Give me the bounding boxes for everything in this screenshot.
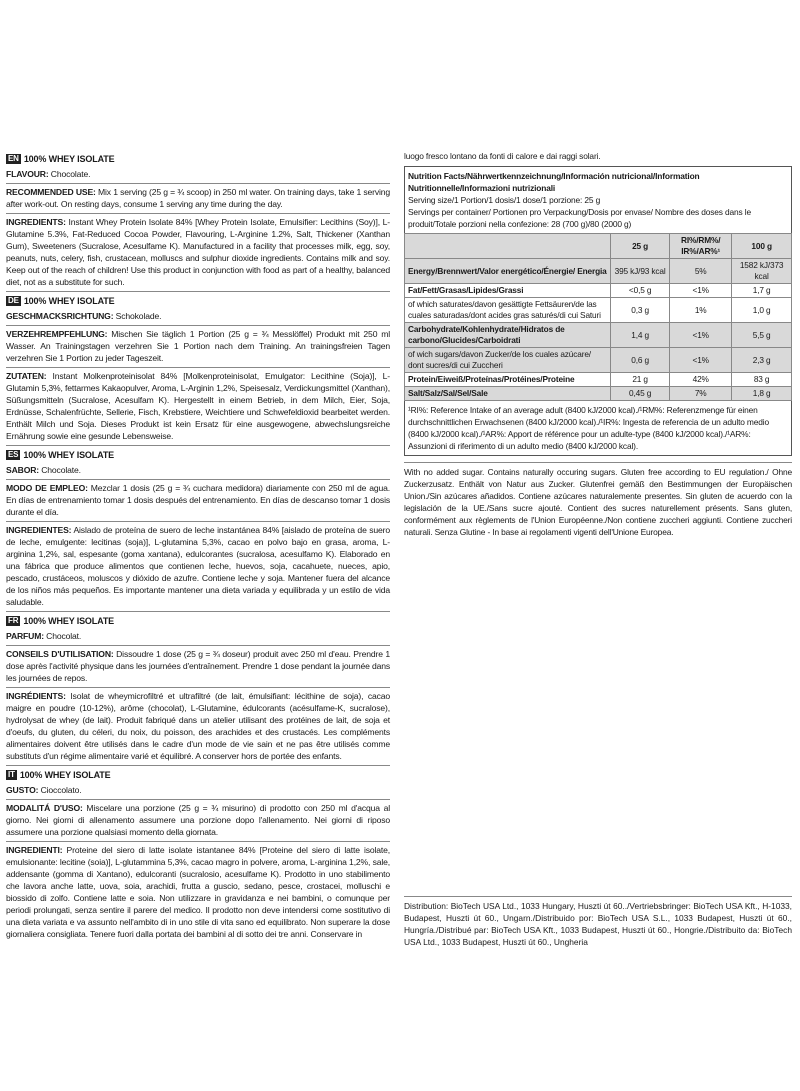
- nutrition-cell-label: Fat/Fett/Grasas/Lipides/Grassi: [405, 284, 611, 298]
- language-badge: FR: [8, 616, 19, 625]
- section-paragraph: [6, 646, 390, 688]
- nutrition-title: Nutrition Facts/Nährwertkennzeichnung/Información nutricional/Information Nutritionnelle/Informazioni nutrizionali: [408, 171, 700, 193]
- nutrition-cell-label: Protein/Eiweiß/Proteínas/Protéines/Proteine: [405, 373, 611, 387]
- paragraph-label: FLAVOUR:: [6, 169, 49, 179]
- nutrition-cell-v2: 7%: [670, 387, 732, 401]
- paragraph-text: Proteine del siero di latte isolate istantanee 84% [Proteine del siero di latte isolate, emulsionante: lecitine (soia)], L-glutammina 5,3%, cacao magro in polvere, aroma, L-arginina 1,2%, sale, addensante (gomma di Xantano), edulcoranti (sucralosio, acesulfame K). Prodotto in uno stabilimento che lavora anche latte, uova, soia, arachidi, frutta a guscio, sedano, pesce, crostacei, molluschi e biossido di zolfo. Contiene latte e soia. Non utilizzare in gravidanza e nei bambini, o comunque per periodi prolungati, senza sentire il parere del medico. Il prodotto non deve intendersi come sostitutivo di una dieta variata e va assunto nell'ambito di in uno stile di vita sano ed equilibrato. Non superare la dose giornaliera consigliata. Tenere fuori dalla portata dei bambini al di sotto dei tre anni. Conservare in: [6, 845, 390, 939]
- distribution-info: Distribution: BioTech USA Ltd., 1033 Hungary, Huszti út 60../Vertriebsbringer: BioTech USA Kft., H-1033, Budapest, Huszti út 60., Ungarn./Distribuido por: BioTech USA S.L., 1033 Budapest, Huszti út 60., Hungría./Distribué par: BioTech USA Kft., 1033 Budapest, Huszti út 60., Hongrie./Distribuito da: BioTech USA Ltd., 1033 Budapest, Huszti út 60., Ungheria: [404, 896, 792, 948]
- language-badge: ES: [8, 450, 19, 459]
- header-cell-ri: RI%/RM%/ IR%/AR%¹: [670, 234, 732, 259]
- language-badge: DE: [8, 296, 19, 305]
- section-paragraph: [6, 628, 390, 646]
- section-paragraph: [6, 782, 390, 800]
- nutrition-cell-label: of wich sugars/davon Zucker/de los cuales azúcare/ dont sucres/di cui Zuccheri: [405, 348, 611, 373]
- section-paragraph: [6, 308, 390, 326]
- nutrition-cell-v1: 1,4 g: [611, 323, 670, 348]
- paragraph-text: Isolat de wheymicrofiltré et ultrafiltré (de lait, émulsifiant: lécithine de soja), cacao maigre en poudre (10-12%), arôme (chocolat), L-Glutamine, édulcorants (acésulfame-K, sucralose), hydrolysat de whey (de lait). Produit fabriqué dans un atelier utilisant des protéines de lait, de soja et d'oeufs, du gluten, du céleri, du noix, du poisson, des arachides et des crustacés. Les compléments alimentaires doivent être utilisés dans le cadre d'un mode de vie sain et ne pas être utilisés comme substituts d'un régime alimentaire varié et équilibré. A conserver hors de portée des enfants.: [6, 691, 390, 761]
- section-paragraph: [6, 688, 390, 766]
- paragraph-text: Dissoudre 1 dose (25 g = ¾ doseur) produit avec 250 ml d'eau. Prendre 1 dose après l'activité physique dans les journées d'entraînement. Prendre 1 dose pendant la journée dans les journées de repos.: [6, 649, 390, 683]
- sugar-gluten-note: With no added sugar. Contains naturally occuring sugars. Gluten free according to EU regulation./ Ohne Zuckerzusatz. Enthält von Natur aus Zucker. Glutenfrei gemäß den Bestimmungen der Europäischen Union./Sin azúcares añadidos. Contiene azúcares naturalemente presentes. Sin gluten de acuerdo con la legislación de la UE./Sans sucre ajouté. Contient des sucres naturellement présents. Sans gluten, conformément aux règlements de l'Union Européenne./Non contiene zuccheri aggiunti. Contiene zuccheri naturali. Senza Glutine - In base ai regolamenti vigenti dell'Unione Europea.: [404, 462, 792, 538]
- paragraph-label: CONSEILS D'UTILISATION:: [6, 649, 114, 659]
- paragraph-label: INGREDIENTI:: [6, 845, 63, 855]
- nutrition-cell-v3: 83 g: [732, 373, 792, 387]
- paragraph-text: Aislado de proteína de suero de leche instantánea 84% [aislado de proteína de suero de leche, emulgente: lecitinas (soja)], L-glutamina 5,3%, cacao en polvo bajo en grasa, aroma, L-arginina 1,2%, sal, espesante (goma xantana), edulcorantes (sucralosa, acesulfamo K). Elaborado en una fábrica que produce alimentos que contienen leche, huevos, soja, cacahuete, nueces, apio, pescado, crustáceos, moluscos y dióxido de azufre. Contiene leche y soja. Mantener fuera del alcance de los niños más pequeños. Es importante mantener una dieta variada y equilibrada y un estilo de vida saludable.: [6, 525, 390, 607]
- left-column: [6, 150, 390, 943]
- paragraph-text: Schokolade.: [113, 311, 162, 321]
- nutrition-table: [404, 233, 792, 401]
- language-badge: IT: [8, 770, 15, 779]
- nutrition-cell-label: Salt/Salz/Sal/Sel/Sale: [405, 387, 611, 401]
- nutrition-row: [405, 323, 792, 348]
- paragraph-text: Mezclar 1 dosis (25 g = ¾ cuchara medidora) diariamente con 250 ml de agua. En días de entrenamiento tomar 1 dosis después del entrenamiento. En días de descanso tomar 1 dosis durante el día.: [6, 483, 390, 517]
- section-title: 100% WHEY ISOLATE: [23, 616, 115, 626]
- section-paragraph: [6, 326, 390, 368]
- section-title: 100% WHEY ISOLATE: [19, 770, 111, 780]
- section-header-en: [6, 153, 390, 165]
- nutrition-cell-v1: 0,45 g: [611, 387, 670, 401]
- section-header-es: [6, 449, 390, 461]
- paragraph-label: INGRÉDIENTS:: [6, 691, 66, 701]
- nutrition-footnote: ¹RI%: Reference Intake of an average adult (8400 kJ/2000 kcal)./¹RM%: Referenzmenge für einen durchschnittlichen Erwachsenen (8400 kJ/2000 kcal)./¹IR%: Ingesta de referencia de un adulto medio (8400 kJ/2000 kcal)./¹AR%: Apport de référence pour un adulte-type (8400 kJ/2000 kcal)./¹AR%: Assunzioni di riferimento di un adulto medio (8400 kJ/2000 kcal).: [404, 401, 792, 456]
- nutrition-cell-v3: 5,5 g: [732, 323, 792, 348]
- section-paragraph: [6, 368, 390, 446]
- serving-size: Serving size/1 Portion/1 dosis/1 dose/1 porzione: 25 g: [408, 195, 601, 205]
- nutrition-cell-v3: 1,8 g: [732, 387, 792, 401]
- header-cell-label: [405, 234, 611, 259]
- paragraph-label: GESCHMACKSRICHTUNG:: [6, 311, 114, 321]
- paragraph-label: VERZEHREMPFEHLUNG:: [6, 329, 108, 339]
- nutrition-cell-v1: <0,5 g: [611, 284, 670, 298]
- nutrition-cell-v2: <1%: [670, 323, 732, 348]
- section-paragraph: [6, 166, 390, 184]
- nutrition-table-header: [405, 234, 792, 259]
- nutrition-cell-label: of which saturates/davon gesättigte Fettsäuren/de las cuales saturadas/dont acides gras saturés/di cui Saturi: [405, 298, 611, 323]
- nutrition-row: [405, 387, 792, 401]
- section-paragraph: [6, 480, 390, 522]
- section-title: 100% WHEY ISOLATE: [23, 154, 115, 164]
- nutrition-cell-v3: 1,7 g: [732, 284, 792, 298]
- section-header-de: [6, 295, 390, 307]
- language-badge: EN: [8, 154, 19, 163]
- section-title: 100% WHEY ISOLATE: [23, 450, 115, 460]
- paragraph-text: Mischen Sie täglich 1 Portion (25 g = ¾ Messlöffel) Produkt mit 250 ml Wasser. An Trainingstagen verzehren Sie 1 Portion nach dem Training. An trainingsfreien Tagen verzehren Sie 1 Portion zu jeder Tageszeit.: [6, 329, 390, 363]
- header-cell-100g: 100 g: [732, 234, 792, 259]
- nutrition-cell-v2: 1%: [670, 298, 732, 323]
- section-title: 100% WHEY ISOLATE: [23, 296, 115, 306]
- nutrition-cell-v3: 2,3 g: [732, 348, 792, 373]
- paragraph-label: RECOMMENDED USE:: [6, 187, 96, 197]
- paragraph-text: Chocolate.: [48, 169, 91, 179]
- paragraph-text: Chocolat.: [43, 631, 82, 641]
- nutrition-cell-v3: 1582 kJ/373 kcal: [732, 259, 792, 284]
- section-paragraph: [6, 522, 390, 612]
- paragraph-text: Instant Whey Protein Isolate 84% [Whey Protein Isolate, Emulsifier: Lecithins (Soy)], L-Glutamine 5.3%, Fat-Reduced Cocoa Powder, Flavouring, L-Arginine 1.2%, Salt, Thickener (Xanthan Gum), Sweeteners (Sucralose, Acesulfame K). Manufactured in a facility that processes milk, egg, soy, peanuts, nuts, celery, fish, crustacean, molluscs and sulphur dioxide ingredients. Contains milk and soy. Keep out of the reach of children! Use this product in conjunction with food as part of a healthy, balanced diet, not as a substitute for such.: [6, 217, 390, 287]
- paragraph-label: GUSTO:: [6, 785, 39, 795]
- nutrition-cell-v1: 0,3 g: [611, 298, 670, 323]
- paragraph-label: INGREDIENTS:: [6, 217, 66, 227]
- nutrition-row: [405, 284, 792, 298]
- paragraph-label: PARFUM:: [6, 631, 44, 641]
- section-paragraph: [6, 842, 390, 943]
- nutrition-row: [405, 298, 792, 323]
- paragraph-label: SABOR:: [6, 465, 39, 475]
- nutrition-row: [405, 348, 792, 373]
- nutrition-cell-v2: <1%: [670, 348, 732, 373]
- servings-per-container: Servings per container/ Portionen pro Verpackung/Dosis por envase/ Nombre des doses dans le produit/Totale porzioni nella confezione: 28 (700 g)/80 (2000 g): [408, 207, 751, 229]
- nutrition-row: [405, 259, 792, 284]
- paragraph-text: Miscelare una porzione (25 g = ¾ misurino) di prodotto con 250 ml d'acqua al giorno. Nei giorni di allenamento assumere una porzione dopo l'allenamento. Nei giorni di riposo assumere una porzione qualsiasi momento della giornata.: [6, 803, 390, 837]
- paragraph-label: ZUTATEN:: [6, 371, 47, 381]
- nutrition-cell-label: Energy/Brennwert/Valor energético/Énergie/ Energia: [405, 259, 611, 284]
- storage-note-continued: luogo fresco lontano da fonti di calore e dai raggi solari.: [404, 151, 601, 161]
- nutrition-row: [405, 373, 792, 387]
- paragraph-text: Mix 1 serving (25 g = ¾ scoop) in 250 ml water. On training days, take 1 serving after work-out. On resting days, consume 1 serving any time during the day.: [6, 187, 391, 209]
- paragraph-label: INGREDIENTES:: [6, 525, 72, 535]
- header-cell-25g: 25 g: [611, 234, 670, 259]
- section-paragraph: [6, 184, 390, 214]
- paragraph-label: MODO DE EMPLEO:: [6, 483, 88, 493]
- section-header-it: [6, 769, 390, 781]
- nutrition-cell-v2: <1%: [670, 284, 732, 298]
- section-paragraph: [6, 214, 390, 292]
- nutrition-cell-v3: 1,0 g: [732, 298, 792, 323]
- paragraph-text: Chocolate.: [39, 465, 81, 475]
- paragraph-text: Instant Molkenproteinisolat 84% [Molkenproteinisolat, Emulgator: Lecithine (Soja)], L-Glutamin 5,3%, fettarmes Kakaopulver, Aroma, L-Arginin 1,2%, Speisesalz, Verdickungsmittel (Xanthan), Süßungsmitteln (Sucralose, Acesulfam K). Hergestellt in einem Betrieb, in dem Milch, Eier, Soja, Erdnüsse, Schalenfrüchte, Sellerie, Fisch, Krebstiere, Weichtiere und Schwefeldioxid bearbeitet werden. Enthält Milch und Soja. Dieses Produkt ist kein Ersatz für eine ausgewogene, abwechslungsreiche Ernährung sowie eine gesunde Lebensweise.: [6, 371, 390, 441]
- nutrition-cell-v1: 21 g: [611, 373, 670, 387]
- section-header-fr: [6, 615, 390, 627]
- section-paragraph: [6, 800, 390, 842]
- nutrition-cell-v1: 395 kJ/93 kcal: [611, 259, 670, 284]
- nutrition-cell-v1: 0,6 g: [611, 348, 670, 373]
- nutrition-cell-v2: 42%: [670, 373, 732, 387]
- right-column: [404, 150, 792, 538]
- nutrition-cell-label: Carbohydrate/Kohlenhydrate/Hidratos de carbono/Glucides/Carboidrati: [405, 323, 611, 348]
- paragraph-label: MODALITÁ D'USO:: [6, 803, 83, 813]
- nutrition-cell-v2: 5%: [670, 259, 732, 284]
- paragraph-text: Cioccolato.: [38, 785, 82, 795]
- section-paragraph: [6, 462, 390, 480]
- nutrition-header: [404, 166, 792, 233]
- nutrition-table-body: [405, 259, 792, 401]
